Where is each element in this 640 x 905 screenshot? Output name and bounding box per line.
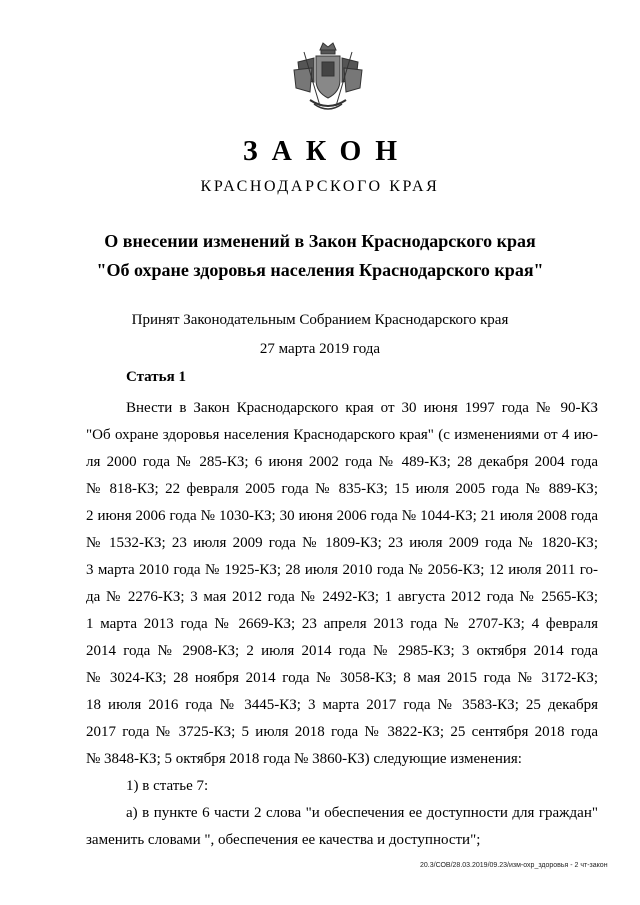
body-line: 2014 года № 2908-КЗ; 2 июля 2014 года № 2985-КЗ; 3 октября 2014 года xyxy=(86,643,598,659)
body-line: № 3848-КЗ; 5 октября 2018 года № 3860-КЗ) следующие изменения: xyxy=(86,751,522,767)
document-title: ЗАКОН xyxy=(242,136,412,167)
article-title: Статья 1 xyxy=(126,369,186,385)
body-line: № 818-КЗ; 22 февраля 2005 года № 835-КЗ; 15 июля 2005 года № 889-КЗ; xyxy=(86,481,598,497)
body-line: № 1532-КЗ; 23 июля 2009 года № 1809-КЗ; 23 июля 2009 года № 1820-КЗ; xyxy=(86,535,598,551)
body-line: № 3024-КЗ; 28 ноября 2014 года № 3058-КЗ; 8 мая 2015 года № 3172-КЗ; xyxy=(86,670,598,686)
item-1: 1) в статье 7: xyxy=(126,778,209,794)
body-line: "Об охране здоровья населения Краснодарского края" (с изменениями от 4 ию- xyxy=(86,427,598,443)
footer-document-code: 20.3/СОВ/28.03.2019/09.23/изм-охр_здоровья - 2 чт-закон xyxy=(420,862,608,869)
body-line: 3 марта 2010 года № 1925-КЗ; 28 июля 2010 года № 2056-КЗ; 12 июля 2011 го- xyxy=(86,562,598,578)
document-subtitle: КРАСНОДАРСКОГО КРАЯ xyxy=(200,178,440,195)
body-line: 18 июля 2016 года № 3445-КЗ; 3 марта 2017 года № 3583-КЗ; 25 декабря xyxy=(86,697,598,713)
law-heading-line-2: "Об охране здоровья населения Краснодарского края" xyxy=(96,260,544,280)
body-line: 1 марта 2013 года № 2669-КЗ; 23 апреля 2013 года № 2707-КЗ; 4 февраля xyxy=(86,616,598,632)
body-line: 2017 года № 3725-КЗ; 5 июля 2018 года № 3822-КЗ; 25 сентября 2018 года xyxy=(86,724,598,740)
adopted-by-line: Принят Законодательным Собранием Краснодарского края xyxy=(131,312,509,328)
item-a-line-2: заменить словами ", обеспечения ее качества и доступности"; xyxy=(86,832,481,848)
body-line: 2 июня 2006 года № 1030-КЗ; 30 июня 2006 года № 1044-КЗ; 21 июля 2008 года xyxy=(86,508,598,524)
coat-of-arms-krasnodar-icon xyxy=(290,40,366,114)
adoption-date: 27 марта 2019 года xyxy=(259,341,381,357)
law-heading-line-1: О внесении изменений в Закон Краснодарского края xyxy=(104,231,536,251)
body-line: Внести в Закон Краснодарского края от 30 июня 1997 года № 90-КЗ xyxy=(126,400,598,416)
body-line: ля 2000 года № 285-КЗ; 6 июня 2002 года № 489-КЗ; 28 декабря 2004 года xyxy=(86,454,598,470)
body-line: да № 2276-КЗ; 3 мая 2012 года № 2492-КЗ; 1 августа 2012 года № 2565-КЗ; xyxy=(86,589,598,605)
item-a-line-1: а) в пункте 6 части 2 слова "и обеспечения ее доступности для граждан" xyxy=(126,805,598,821)
